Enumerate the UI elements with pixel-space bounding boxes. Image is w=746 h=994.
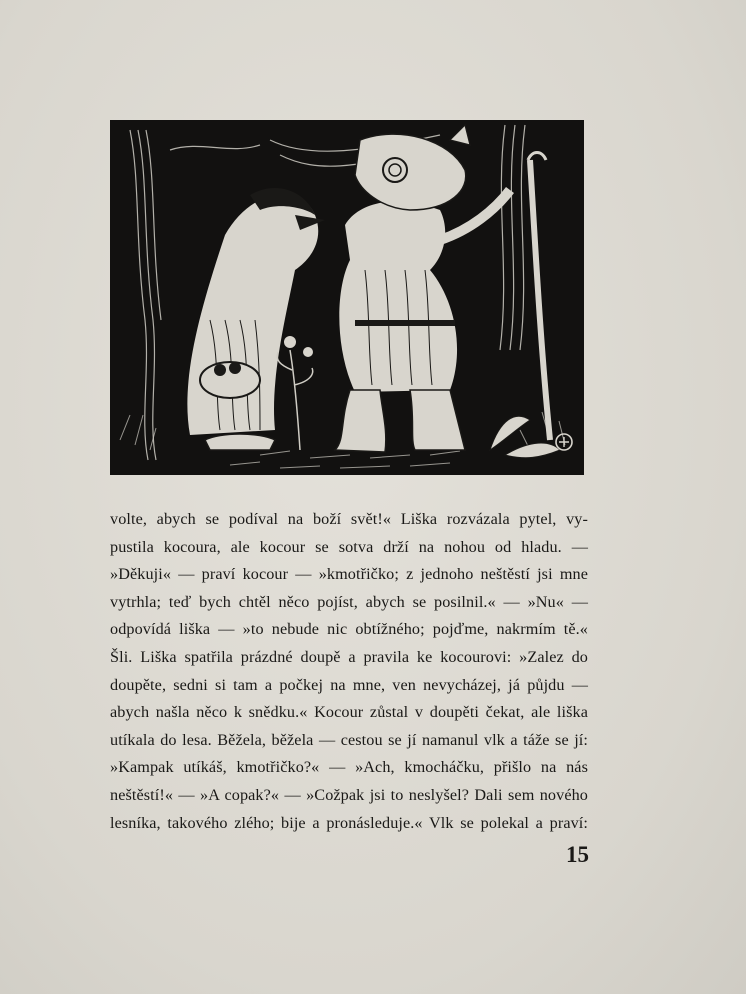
body-text (110, 506, 588, 837)
text-line: abych našla něco k snědku.« Kocour zůstal v doupěti čekat, ale liška (110, 703, 588, 722)
woodcut-illustration (110, 120, 584, 475)
text-line: volte, abych se podíval na boží svět!« Liška rozvázala pytel, vy- (110, 510, 588, 528)
text-line: lesníka, takového zlého; bije a pronásleduje.« Vlk se polekal a praví: (110, 813, 588, 832)
text-line: Šli. Liška spatřila prázdné doupě a pravila ke kocourovi: »Zalez do (110, 647, 588, 666)
text-line: odpovídá liška — »to nebude nic obtížného; pojďme, nakrmím tě.« (110, 620, 588, 639)
text-line: vytrhla; teď bych chtěl něco pojíst, abych se posilnil.« — »Nu« — (110, 592, 588, 611)
text-line: »Děkuji« — praví kocour — »kmotřičko; z jednoho neštěstí jsi mne (110, 565, 588, 584)
page-number: 15 (566, 842, 589, 867)
text-line: neštěstí!« — »A copak?« — »Cožpak jsi to neslyšel? Dali sem nového (110, 785, 588, 804)
text-line: doupěte, sedni si tam a počkej na mne, ven nevycházej, já půjdu — (110, 675, 588, 694)
text-line: »Kampak utíkáš, kmotřičko?« — »Ach, kmocháčku, přišlo na nás (110, 758, 588, 777)
text-line: pustila kocoura, ale kocour se sotva drží na nohou od hladu. — (110, 537, 588, 556)
text-line: utíkala do lesa. Běžela, běžela — cestou se jí namanul vlk a táže se jí: (110, 730, 588, 749)
